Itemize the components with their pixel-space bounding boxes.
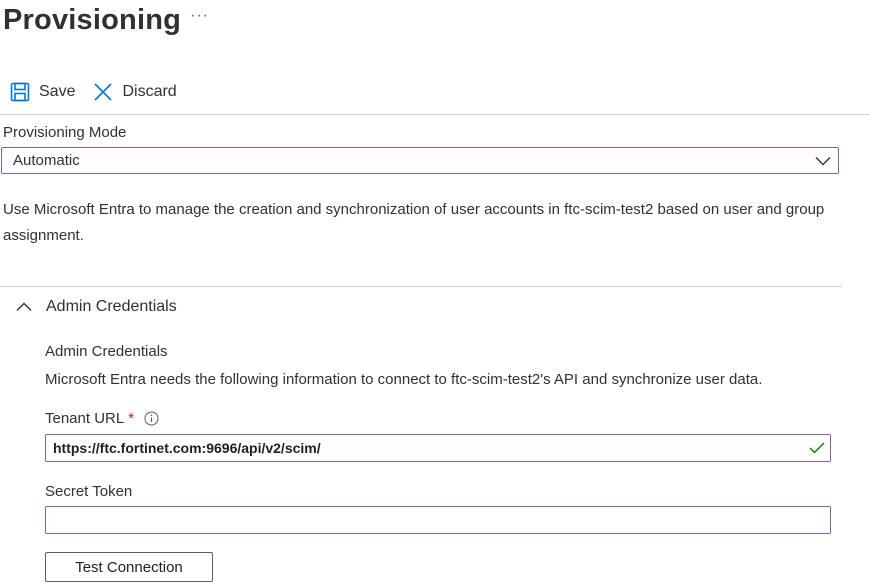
tenant-url-input[interactable] bbox=[46, 435, 804, 461]
tenant-url-label-text: Tenant URL bbox=[45, 410, 125, 427]
save-button[interactable] bbox=[10, 82, 75, 102]
info-icon[interactable] bbox=[144, 411, 159, 426]
provisioning-description: Use Microsoft Entra to manage the creation and synchronization of user accounts in ftc-scim-test2 based on user and group assignment. bbox=[3, 201, 825, 244]
page-title: Provisioning bbox=[3, 4, 182, 36]
secret-token-field[interactable] bbox=[45, 506, 831, 534]
toolbar-divider bbox=[0, 114, 870, 115]
admin-credentials-header-label: Admin Credentials bbox=[46, 298, 177, 315]
test-connection-button[interactable]: Test Connection bbox=[45, 552, 213, 582]
provisioning-mode-select[interactable] bbox=[1, 147, 839, 174]
admin-credentials-description: Microsoft Entra needs the following information to connect to ftc-scim-test2's API and synchronize user data. bbox=[45, 371, 763, 388]
admin-credentials-title: Admin Credentials bbox=[45, 343, 168, 360]
tenant-url-label bbox=[45, 409, 159, 429]
secret-token-label: Secret Token bbox=[45, 483, 133, 500]
more-icon[interactable]: ··· bbox=[190, 7, 209, 24]
provisioning-mode-value: Automatic bbox=[13, 152, 80, 169]
chevron-up-icon bbox=[16, 302, 32, 312]
checkmark-icon bbox=[804, 442, 830, 454]
secret-token-input[interactable] bbox=[46, 507, 830, 533]
required-marker: * bbox=[128, 410, 135, 427]
command-bar bbox=[10, 78, 195, 106]
save-label: Save bbox=[39, 83, 76, 100]
provisioning-mode-label: Provisioning Mode bbox=[3, 124, 127, 141]
discard-button[interactable] bbox=[93, 82, 176, 102]
chevron-down-icon bbox=[808, 156, 838, 166]
section-divider bbox=[0, 286, 842, 287]
close-icon bbox=[93, 82, 113, 102]
discard-label: Discard bbox=[122, 83, 177, 100]
admin-credentials-toggle[interactable] bbox=[16, 298, 177, 316]
tenant-url-field[interactable] bbox=[45, 434, 831, 462]
save-icon bbox=[10, 82, 30, 102]
